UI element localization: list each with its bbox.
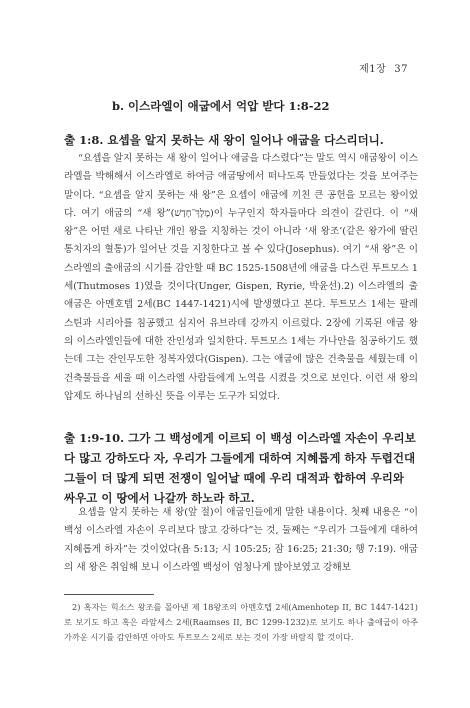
commentary-paragraph-2: 요셉을 알지 못하는 새 왕(앞 절)이 애굽인들에게 말한 내용이다. 첫째 내용은 “이 백성 이스라엘 자손이 우리보다 많고 강하다”는 것, 둘째는 “우리가 그들에게 대하여 지혜롭게 하자”는 것이었다(욥 5:13; 시 105:25; 잠 16:25; 21:30; 행 7:19). 애굽의 새 왕은 취임해 보니 이스라엘 백성이 엄청나게 많아보였고 강해보 <box>64 507 418 573</box>
chapter-label: 제1장 <box>359 64 387 75</box>
section-heading: b. 이스라엘이 애굽에서 억압 받다 1:8-22 <box>112 99 330 113</box>
verse-heading-1-8: 출 1:8. 요셉을 알지 못하는 새 왕이 일어나 애굽을 다스리더니. <box>64 133 384 147</box>
commentary-paragraph-1: “요셉을 알지 못하는 새 왕이 일어나 애굽을 다스렸다”는 말도 역시 애굽왕이 이스라엘을 박해해서 이스라엘로 하여금 애굽땅에서 떠나도록 만들었다는 것을 보여주는 말이다. “요셉을 알지 못하는 새 왕”은 요셉이 애굽에 끼친 큰 공헌을 모르는 왕이었다. 여기 애굽의 “새 왕”(מֶלֶךְ־חָדָשׁ)이 누구인지 학자들마다 의견이 갈린다. 이 “새 왕”은 어떤 새로 나타난 개인 왕을 지칭하는 것이 아니라 ‘새 왕조’(같은 왕가에 딸린 통치자의 혈통)가 일어난 것을 지칭한다고 볼 수 있다(Josephus). 여기 “새 왕”은 이스라엘의 출애굽의 시기를 감안할 때 BC 1525-1508년에 애굽을 다스린 투트모스 1세(Thutmoses 1)였을 것이다(Unger, Gispen, Ryrie, 박윤선).2) 이스라엘의 출애굽은 아멘호텝 2세(BC 1447-1421)시에 발생했다고 본다. 투트모스 1세는 팔레스틴과 시리아를 침공했고 심지어 유브라데 강까지 이르렀다. 2장에 기록된 애굽 왕의 이스라엘인들에 대한 잔인성과 일치한다. 투트모스 1세는 가나안을 침공하기도 했는데 그는 잔인무도한 정복자였다(Gispen). 그는 애굽에 많은 건축물을 세웠는데 이 건축물들을 세울 때 이스라엘 사람들에게 노역을 시켰을 것으로 보인다. 이런 새 왕의 압제도 하나님의 선하신 뜻을 이루는 도구가 되었다. <box>64 153 418 402</box>
footnote-divider <box>64 594 154 595</box>
footnote: 2) 혹자는 힉소스 왕조를 몰아낸 제 18왕조의 아멘호텝 2세(Amenhotep II, BC 1447-1421)로 보기도 하고 혹은 라암세스 2세(Raamses II, BC 1299-1232)로 보기도 하나 출애굽이 아주 가까운 시기를 감안하면 아마도 투트모스 2세로 보는 것이 가장 바람직 할 것이다. <box>64 602 418 642</box>
page-number: 37 <box>394 64 408 75</box>
running-head <box>359 60 408 75</box>
verse-heading-1-9-10: 출 1:9-10. 그가 그 백성에게 이르되 이 백성 이스라엘 자손이 우리보다 많고 강하도다 자, 우리가 그들에게 대하여 지혜롭게 하자 두렵건대 그들이 더 많게 되면 전쟁이 일어날 때에 우리 대적과 합하여 우리와 싸우고 이 땅에서 나갈까 하노라 하고. <box>64 431 416 505</box>
